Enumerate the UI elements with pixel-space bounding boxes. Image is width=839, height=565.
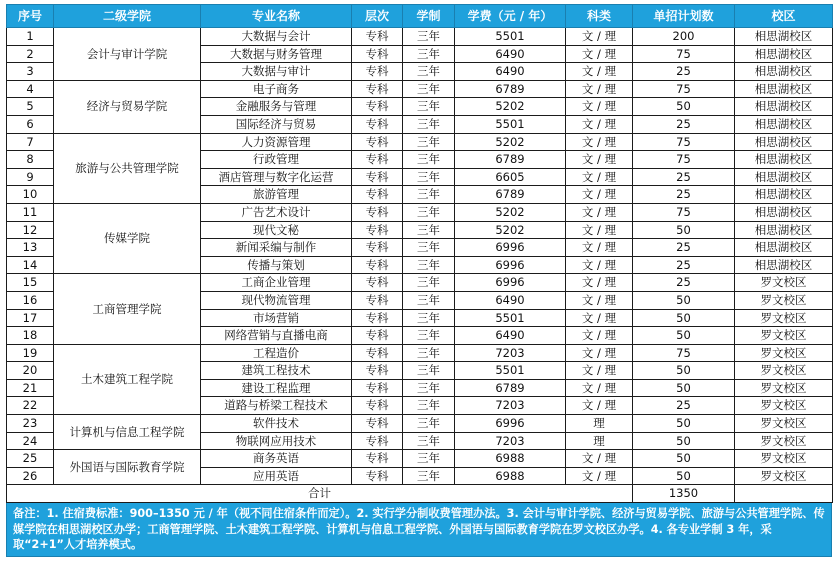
tuition-fee: 7203 (455, 432, 566, 450)
category: 文 / 理 (566, 344, 633, 362)
level: 专科 (352, 239, 403, 257)
row-no: 24 (7, 432, 54, 450)
tuition-fee: 6789 (455, 80, 566, 98)
table-body (7, 28, 833, 485)
campus: 相思湖校区 (735, 28, 833, 46)
level: 专科 (352, 186, 403, 204)
major-name: 工程造价 (201, 344, 352, 362)
major-name: 建设工程监理 (201, 379, 352, 397)
campus: 相思湖校区 (735, 256, 833, 274)
major-name: 现代文秘 (201, 221, 352, 239)
tuition-fee: 7203 (455, 344, 566, 362)
row-no: 15 (7, 274, 54, 292)
table-row (7, 203, 833, 221)
category: 文 / 理 (566, 379, 633, 397)
level: 专科 (352, 80, 403, 98)
level: 专科 (352, 28, 403, 46)
category: 理 (566, 415, 633, 433)
level: 专科 (352, 362, 403, 380)
category: 文 / 理 (566, 327, 633, 345)
tuition-fee: 6490 (455, 327, 566, 345)
duration: 三年 (403, 309, 455, 327)
plan-count: 25 (633, 397, 735, 415)
campus: 相思湖校区 (735, 168, 833, 186)
plan-count: 25 (633, 239, 735, 257)
category: 文 / 理 (566, 274, 633, 292)
category: 文 / 理 (566, 133, 633, 151)
category: 文 / 理 (566, 397, 633, 415)
category: 文 / 理 (566, 221, 633, 239)
row-no: 3 (7, 63, 54, 81)
campus: 罗文校区 (735, 379, 833, 397)
major-name: 软件技术 (201, 415, 352, 433)
tuition-fee: 5202 (455, 98, 566, 116)
college-name: 土木建筑工程学院 (54, 344, 201, 414)
tuition-fee: 6490 (455, 63, 566, 81)
row-no: 8 (7, 151, 54, 169)
category: 文 / 理 (566, 309, 633, 327)
total-value: 1350 (633, 485, 735, 503)
campus: 罗文校区 (735, 415, 833, 433)
header-fee: 学费（元 / 年） (455, 5, 566, 28)
campus: 罗文校区 (735, 291, 833, 309)
level: 专科 (352, 151, 403, 169)
campus: 罗文校区 (735, 397, 833, 415)
campus: 相思湖校区 (735, 98, 833, 116)
row-no: 18 (7, 327, 54, 345)
row-no: 23 (7, 415, 54, 433)
tuition-fee: 6605 (455, 168, 566, 186)
tuition-fee: 6789 (455, 379, 566, 397)
plan-count: 50 (633, 467, 735, 485)
tuition-fee: 7203 (455, 397, 566, 415)
college-name: 经济与贸易学院 (54, 80, 201, 133)
major-name: 大数据与财务管理 (201, 45, 352, 63)
row-no: 10 (7, 186, 54, 204)
category: 文 / 理 (566, 467, 633, 485)
header-college: 二级学院 (54, 5, 201, 28)
duration: 三年 (403, 274, 455, 292)
plan-count: 50 (633, 450, 735, 468)
college-name: 旅游与公共管理学院 (54, 133, 201, 203)
plan-count: 75 (633, 45, 735, 63)
major-name: 道路与桥梁工程技术 (201, 397, 352, 415)
category: 文 / 理 (566, 80, 633, 98)
header-duration: 学制 (403, 5, 455, 28)
level: 专科 (352, 63, 403, 81)
plan-count: 75 (633, 344, 735, 362)
campus: 罗文校区 (735, 274, 833, 292)
major-name: 国际经济与贸易 (201, 115, 352, 133)
row-no: 21 (7, 379, 54, 397)
table-row (7, 274, 833, 292)
duration: 三年 (403, 28, 455, 46)
tuition-fee: 5202 (455, 221, 566, 239)
duration: 三年 (403, 221, 455, 239)
major-name: 电子商务 (201, 80, 352, 98)
campus: 相思湖校区 (735, 80, 833, 98)
table-row (7, 80, 833, 98)
plan-count: 25 (633, 186, 735, 204)
tuition-fee: 6996 (455, 256, 566, 274)
notes: 备注：1. 住宿费标准：900–1350 元 / 年（视不同住宿条件而定）。2. 实行学分制收费管理办法。3. 会计与审计学院、经济与贸易学院、旅游与公共管理学院、传媒学院在相思湖校区办学；工商管理学院、土木建筑工程学院、计算机与信息工程学院、外国语与国际教育学院在罗文校区办学。4. 各专业学制 3 年，采取“2+1”人才培养模式。 (6, 503, 832, 557)
row-no: 20 (7, 362, 54, 380)
campus: 罗文校区 (735, 362, 833, 380)
major-name: 大数据与审计 (201, 63, 352, 81)
level: 专科 (352, 45, 403, 63)
header-no: 序号 (7, 5, 54, 28)
duration: 三年 (403, 186, 455, 204)
row-no: 14 (7, 256, 54, 274)
major-name: 旅游管理 (201, 186, 352, 204)
level: 专科 (352, 397, 403, 415)
duration: 三年 (403, 327, 455, 345)
row-no: 1 (7, 28, 54, 46)
level: 专科 (352, 256, 403, 274)
row-no: 26 (7, 467, 54, 485)
major-name: 应用英语 (201, 467, 352, 485)
category: 文 / 理 (566, 239, 633, 257)
row-no: 12 (7, 221, 54, 239)
category: 文 / 理 (566, 63, 633, 81)
table-row (7, 344, 833, 362)
duration: 三年 (403, 98, 455, 116)
row-no: 9 (7, 168, 54, 186)
row-no: 25 (7, 450, 54, 468)
total-label: 合计 (7, 485, 633, 503)
row-no: 11 (7, 203, 54, 221)
level: 专科 (352, 133, 403, 151)
duration: 三年 (403, 151, 455, 169)
row-no: 5 (7, 98, 54, 116)
enrollment-plan-table (6, 4, 833, 503)
category: 理 (566, 432, 633, 450)
major-name: 物联网应用技术 (201, 432, 352, 450)
plan-count: 50 (633, 98, 735, 116)
plan-count: 25 (633, 115, 735, 133)
duration: 三年 (403, 379, 455, 397)
tuition-fee: 6789 (455, 186, 566, 204)
tuition-fee: 5501 (455, 362, 566, 380)
major-name: 商务英语 (201, 450, 352, 468)
campus: 罗文校区 (735, 309, 833, 327)
row-no: 4 (7, 80, 54, 98)
duration: 三年 (403, 168, 455, 186)
category: 文 / 理 (566, 291, 633, 309)
plan-count: 75 (633, 203, 735, 221)
category: 文 / 理 (566, 450, 633, 468)
row-no: 6 (7, 115, 54, 133)
level: 专科 (352, 98, 403, 116)
plan-count: 25 (633, 256, 735, 274)
plan-count: 50 (633, 379, 735, 397)
header-major: 专业名称 (201, 5, 352, 28)
college-name: 工商管理学院 (54, 274, 201, 344)
campus: 相思湖校区 (735, 115, 833, 133)
campus: 相思湖校区 (735, 221, 833, 239)
table-row (7, 450, 833, 468)
level: 专科 (352, 344, 403, 362)
duration: 三年 (403, 291, 455, 309)
category: 文 / 理 (566, 28, 633, 46)
tuition-fee: 6988 (455, 467, 566, 485)
duration: 三年 (403, 80, 455, 98)
plan-count: 50 (633, 327, 735, 345)
campus: 相思湖校区 (735, 133, 833, 151)
duration: 三年 (403, 450, 455, 468)
header-level: 层次 (352, 5, 403, 28)
college-name: 计算机与信息工程学院 (54, 415, 201, 450)
major-name: 市场营销 (201, 309, 352, 327)
plan-count: 50 (633, 362, 735, 380)
level: 专科 (352, 415, 403, 433)
tuition-fee: 6490 (455, 291, 566, 309)
plan-count: 50 (633, 309, 735, 327)
duration: 三年 (403, 256, 455, 274)
tuition-fee: 6996 (455, 239, 566, 257)
major-name: 人力资源管理 (201, 133, 352, 151)
duration: 三年 (403, 203, 455, 221)
level: 专科 (352, 379, 403, 397)
row-no: 16 (7, 291, 54, 309)
major-name: 传播与策划 (201, 256, 352, 274)
row-no: 17 (7, 309, 54, 327)
campus: 罗文校区 (735, 450, 833, 468)
campus: 相思湖校区 (735, 45, 833, 63)
tuition-fee: 5501 (455, 28, 566, 46)
total-empty (735, 485, 833, 503)
level: 专科 (352, 291, 403, 309)
tuition-fee: 6996 (455, 415, 566, 433)
major-name: 新闻采编与制作 (201, 239, 352, 257)
header-category: 科类 (566, 5, 633, 28)
major-name: 工商企业管理 (201, 274, 352, 292)
tuition-fee: 6996 (455, 274, 566, 292)
major-name: 金融服务与管理 (201, 98, 352, 116)
campus: 相思湖校区 (735, 186, 833, 204)
enrollment-plan (6, 4, 832, 557)
category: 文 / 理 (566, 168, 633, 186)
plan-count: 25 (633, 63, 735, 81)
campus: 相思湖校区 (735, 151, 833, 169)
row-no: 7 (7, 133, 54, 151)
tuition-fee: 5202 (455, 133, 566, 151)
level: 专科 (352, 467, 403, 485)
plan-count: 25 (633, 274, 735, 292)
major-name: 建筑工程技术 (201, 362, 352, 380)
level: 专科 (352, 221, 403, 239)
campus: 相思湖校区 (735, 239, 833, 257)
row-no: 2 (7, 45, 54, 63)
campus: 罗文校区 (735, 327, 833, 345)
duration: 三年 (403, 467, 455, 485)
duration: 三年 (403, 63, 455, 81)
plan-count: 50 (633, 432, 735, 450)
campus: 罗文校区 (735, 432, 833, 450)
major-name: 行政管理 (201, 151, 352, 169)
category: 文 / 理 (566, 151, 633, 169)
college-name: 会计与审计学院 (54, 28, 201, 81)
level: 专科 (352, 115, 403, 133)
tuition-fee: 5202 (455, 203, 566, 221)
level: 专科 (352, 274, 403, 292)
duration: 三年 (403, 239, 455, 257)
college-name: 外国语与国际教育学院 (54, 450, 201, 485)
plan-count: 50 (633, 221, 735, 239)
plan-count: 75 (633, 80, 735, 98)
level: 专科 (352, 327, 403, 345)
plan-count: 50 (633, 291, 735, 309)
tuition-fee: 6789 (455, 151, 566, 169)
major-name: 酒店管理与数字化运营 (201, 168, 352, 186)
level: 专科 (352, 168, 403, 186)
major-name: 广告艺术设计 (201, 203, 352, 221)
table-row (7, 415, 833, 433)
category: 文 / 理 (566, 256, 633, 274)
row-no: 19 (7, 344, 54, 362)
tuition-fee: 6490 (455, 45, 566, 63)
header-plan: 单招计划数 (633, 5, 735, 28)
tuition-fee: 6988 (455, 450, 566, 468)
level: 专科 (352, 309, 403, 327)
campus: 罗文校区 (735, 344, 833, 362)
major-name: 大数据与会计 (201, 28, 352, 46)
duration: 三年 (403, 133, 455, 151)
plan-count: 75 (633, 133, 735, 151)
category: 文 / 理 (566, 203, 633, 221)
category: 文 / 理 (566, 115, 633, 133)
duration: 三年 (403, 397, 455, 415)
campus: 相思湖校区 (735, 63, 833, 81)
category: 文 / 理 (566, 45, 633, 63)
plan-count: 25 (633, 168, 735, 186)
table-row (7, 28, 833, 46)
row-no: 13 (7, 239, 54, 257)
campus: 罗文校区 (735, 467, 833, 485)
tuition-fee: 5501 (455, 309, 566, 327)
plan-count: 200 (633, 28, 735, 46)
plan-count: 75 (633, 151, 735, 169)
college-name: 传媒学院 (54, 203, 201, 273)
header-campus: 校区 (735, 5, 833, 28)
tuition-fee: 5501 (455, 115, 566, 133)
duration: 三年 (403, 432, 455, 450)
level: 专科 (352, 203, 403, 221)
category: 文 / 理 (566, 362, 633, 380)
duration: 三年 (403, 415, 455, 433)
duration: 三年 (403, 362, 455, 380)
campus: 相思湖校区 (735, 203, 833, 221)
row-no: 22 (7, 397, 54, 415)
total-row (7, 485, 833, 503)
category: 文 / 理 (566, 186, 633, 204)
category: 文 / 理 (566, 98, 633, 116)
plan-count: 50 (633, 415, 735, 433)
table-row (7, 133, 833, 151)
table-header-row (7, 5, 833, 28)
level: 专科 (352, 432, 403, 450)
duration: 三年 (403, 45, 455, 63)
duration: 三年 (403, 115, 455, 133)
duration: 三年 (403, 344, 455, 362)
major-name: 现代物流管理 (201, 291, 352, 309)
level: 专科 (352, 450, 403, 468)
major-name: 网络营销与直播电商 (201, 327, 352, 345)
